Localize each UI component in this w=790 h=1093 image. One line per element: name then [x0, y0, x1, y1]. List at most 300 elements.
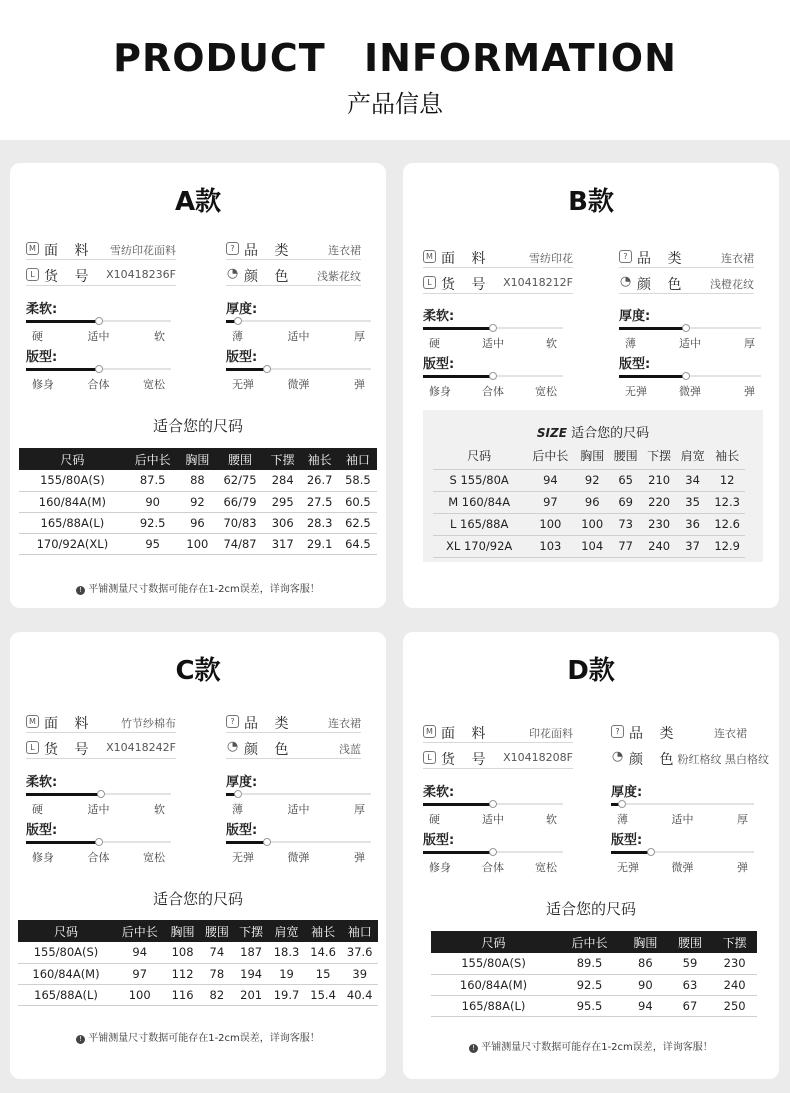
style-card-c	[10, 632, 386, 1079]
table-cell: 58.5	[339, 470, 377, 491]
table-cell: 36	[676, 513, 709, 535]
table-cell: 89.5	[556, 953, 623, 974]
scale-label: 厚度:	[226, 302, 258, 317]
thickness-scale	[226, 771, 371, 819]
column-header: 尺码	[433, 443, 525, 469]
scale-fill	[26, 793, 101, 796]
color-label: 颜 色	[244, 742, 295, 758]
column-header: 下摆	[712, 931, 757, 953]
table-cell: 92.5	[556, 974, 623, 995]
table-cell: 28.3	[301, 512, 339, 533]
sku-label: 货 号	[441, 752, 492, 768]
scale-fill	[226, 368, 267, 371]
color-value: 浅橙花纹	[710, 278, 754, 291]
table-cell: L 165/88A	[433, 513, 525, 535]
table-cell: 40.4	[341, 984, 378, 1005]
table-cell: M 160/84A	[433, 491, 525, 513]
fabric-label: 面 料	[44, 243, 95, 259]
column-header: 袖口	[341, 920, 378, 942]
sku-label: 货 号	[44, 269, 95, 285]
scale-tick: 软	[154, 330, 165, 343]
scale-track	[226, 793, 371, 795]
table-cell: XL 170/92A	[433, 535, 525, 557]
table-row	[18, 963, 378, 984]
column-header: 后中长	[126, 448, 180, 470]
divider	[619, 293, 754, 294]
table-cell: 15.4	[305, 984, 342, 1005]
scale-fill	[26, 368, 99, 371]
table-cell: 65	[609, 469, 642, 491]
scale-fill	[423, 375, 493, 378]
note-text: 平铺测量尺寸数据可能存在1-2cm误差，详询客服！	[88, 1033, 320, 1044]
scale-knob	[489, 800, 497, 808]
column-header: 胸围	[180, 448, 216, 470]
scale-ticks	[619, 383, 761, 397]
scale-fill	[619, 375, 686, 378]
size-title: 适合您的尺码	[152, 417, 243, 435]
table-cell: 100	[114, 984, 165, 1005]
scale-fill	[423, 327, 493, 330]
scale-tick: 合体	[482, 385, 504, 398]
table-cell: 230	[642, 513, 675, 535]
scale-knob	[263, 365, 271, 373]
table-cell: 66/79	[215, 491, 264, 512]
scale-ticks	[423, 811, 563, 825]
size-table	[433, 443, 745, 558]
scale-knob	[618, 800, 626, 808]
divider	[226, 758, 361, 759]
scale-label: 柔软:	[26, 302, 58, 317]
table-row	[431, 974, 757, 995]
fit-scale	[423, 829, 563, 877]
table-cell: 250	[712, 995, 757, 1016]
scale-tick: 弹	[744, 385, 755, 398]
table-cell: 86	[623, 953, 668, 974]
scale-tick: 修身	[429, 861, 451, 874]
table-cell: 14.6	[305, 942, 342, 963]
scale-label: 版型:	[423, 833, 455, 848]
table-header-row	[433, 443, 745, 469]
table-cell: 62.5	[339, 512, 377, 533]
table-cell: 12.6	[709, 513, 745, 535]
table-cell: 165/88A(L)	[18, 984, 114, 1005]
scale-label: 厚度:	[611, 785, 643, 800]
table-cell: 34	[676, 469, 709, 491]
table-cell: 78	[200, 963, 234, 984]
scale-tick: 无弹	[625, 385, 647, 398]
column-header: 下摆	[234, 920, 268, 942]
table-cell: 37	[676, 535, 709, 557]
sku-value: X10418236F	[106, 268, 176, 281]
scale-knob	[95, 365, 103, 373]
note-text: 平铺测量尺寸数据可能存在1-2cm误差，详询客服！	[481, 1042, 713, 1053]
category-label: 品 类	[637, 251, 688, 267]
scale-knob	[489, 324, 497, 332]
sku-icon: L	[26, 741, 39, 754]
table-cell: 73	[609, 513, 642, 535]
divider	[226, 259, 361, 260]
column-header: 腰围	[215, 448, 264, 470]
scale-track	[423, 327, 563, 329]
fabric-label: 面 料	[441, 726, 492, 742]
color-swirl-icon: ◔	[611, 749, 624, 764]
scale-tick: 微弹	[287, 851, 310, 864]
scale-tick: 宽松	[535, 385, 557, 398]
scale-ticks	[619, 335, 761, 349]
table-cell: 70/83	[215, 512, 264, 533]
scale-track	[226, 841, 371, 843]
scale-knob	[95, 838, 103, 846]
sku-value: X10418212F	[503, 276, 573, 289]
column-header: 肩宽	[676, 443, 709, 469]
scale-tick: 弹	[354, 378, 365, 391]
category-value: 连衣裙	[714, 727, 747, 740]
thickness-scale	[611, 781, 754, 829]
table-cell: 94	[525, 469, 575, 491]
scale-ticks	[26, 801, 171, 815]
scale-tick: 宽松	[143, 378, 165, 391]
divider	[26, 285, 176, 286]
column-header: 胸围	[623, 931, 668, 953]
table-row	[19, 470, 377, 491]
question-icon: ?	[226, 715, 239, 728]
category-value: 连衣裙	[721, 252, 754, 265]
scale-track	[26, 793, 171, 795]
size-title: 适合您的尺码	[545, 900, 636, 918]
color-value: 浅紫花纹	[317, 270, 361, 283]
stretch-scale	[619, 353, 761, 401]
fabric-row	[423, 722, 573, 742]
color-value: 浅蓝	[339, 743, 361, 756]
scale-label: 版型:	[226, 823, 258, 838]
scale-tick: 弹	[354, 851, 365, 864]
scale-tick: 薄	[232, 330, 243, 343]
table-cell: 116	[165, 984, 199, 1005]
category-row	[226, 712, 361, 732]
table-cell: 18.3	[268, 942, 305, 963]
fabric-label: 面 料	[441, 251, 492, 267]
table-cell: 37.6	[341, 942, 378, 963]
table-cell: 62/75	[215, 470, 264, 491]
column-header: 后中长	[525, 443, 575, 469]
softness-scale	[26, 298, 171, 346]
style-title: D款	[567, 656, 615, 686]
scale-fill	[611, 851, 651, 854]
info-icon: !	[76, 586, 85, 595]
table-cell: 19.7	[268, 984, 305, 1005]
scale-track	[423, 851, 563, 853]
table-cell: 155/80A(S)	[431, 953, 556, 974]
scale-ticks	[26, 849, 171, 863]
column-header: 尺码	[431, 931, 556, 953]
scale-label: 版型:	[423, 357, 455, 372]
sku-icon: L	[26, 268, 39, 281]
info-icon: !	[76, 1035, 85, 1044]
column-header: 后中长	[556, 931, 623, 953]
style-title: B款	[568, 187, 614, 217]
scale-tick: 薄	[232, 803, 243, 816]
table-cell: 92	[180, 491, 216, 512]
table-row	[18, 984, 378, 1005]
sku-label: 货 号	[44, 742, 95, 758]
fabric-label: 面 料	[44, 716, 95, 732]
scale-ticks	[226, 801, 371, 815]
table-cell: 90	[623, 974, 668, 995]
scale-label: 柔软:	[26, 775, 58, 790]
divider	[26, 758, 176, 759]
column-header: 腰围	[668, 931, 713, 953]
table-cell: 165/88A(L)	[19, 512, 126, 533]
question-icon: ?	[619, 250, 632, 263]
column-header: 胸围	[575, 443, 608, 469]
size-table	[18, 920, 378, 1006]
scale-ticks	[611, 859, 754, 873]
scale-knob	[682, 324, 690, 332]
table-cell: 26.7	[301, 470, 339, 491]
scale-tick: 宽松	[143, 851, 165, 864]
table-cell: 97	[114, 963, 165, 984]
softness-scale	[26, 771, 171, 819]
category-row	[619, 247, 754, 267]
table-cell: 306	[265, 512, 301, 533]
fabric-icon: M	[26, 715, 39, 728]
scale-knob	[682, 372, 690, 380]
fabric-value: 竹节纱棉布	[121, 717, 176, 730]
table-cell: 240	[642, 535, 675, 557]
table-cell: 94	[623, 995, 668, 1016]
scale-label: 厚度:	[619, 309, 651, 324]
scale-knob	[234, 790, 242, 798]
measure-note	[10, 1029, 386, 1044]
table-cell: 87.5	[126, 470, 180, 491]
table-cell: 39	[341, 963, 378, 984]
fabric-value: 雪纺印花面料	[110, 244, 176, 257]
column-header: 袖长	[301, 448, 339, 470]
sku-value: X10418242F	[106, 741, 176, 754]
table-cell: 160/84A(M)	[19, 491, 126, 512]
table-cell: 295	[265, 491, 301, 512]
table-header-row	[431, 931, 757, 953]
divider	[423, 742, 573, 743]
category-label: 品 类	[244, 243, 295, 259]
title-chinese: 产品信息	[347, 90, 443, 118]
scale-track	[26, 320, 171, 322]
scale-tick: 硬	[429, 813, 440, 826]
softness-scale	[423, 305, 563, 353]
sku-icon: L	[423, 276, 436, 289]
measure-note	[10, 580, 386, 595]
scale-track	[619, 375, 761, 377]
stretch-scale	[611, 829, 754, 877]
style-card-d	[403, 632, 779, 1079]
table-cell: 96	[180, 512, 216, 533]
table-cell: 220	[642, 491, 675, 513]
stretch-scale	[226, 346, 371, 394]
scale-track	[226, 320, 371, 322]
size-title	[423, 422, 763, 441]
scale-fill	[226, 841, 267, 844]
size-title: 适合您的尺码	[152, 890, 243, 908]
table-cell: 240	[712, 974, 757, 995]
fit-scale	[423, 353, 563, 401]
scale-tick: 微弹	[671, 861, 694, 874]
scale-track	[423, 803, 563, 805]
scale-knob	[97, 790, 105, 798]
table-cell: 63	[668, 974, 713, 995]
table-header-row	[18, 920, 378, 942]
table-cell: 64.5	[339, 533, 377, 554]
sku-icon: L	[423, 751, 436, 764]
scale-knob	[489, 372, 497, 380]
size-word: SIZE	[536, 426, 567, 440]
fabric-icon: M	[26, 242, 39, 255]
table-cell: 170/92A(XL)	[19, 533, 126, 554]
fit-scale	[26, 819, 171, 867]
scale-ticks	[26, 328, 171, 342]
table-row	[19, 533, 377, 554]
table-cell: 27.5	[301, 491, 339, 512]
sku-row	[423, 748, 573, 768]
scale-tick: 软	[154, 803, 165, 816]
column-header: 尺码	[18, 920, 114, 942]
sku-row	[26, 265, 176, 285]
thickness-scale	[226, 298, 371, 346]
table-row	[433, 491, 745, 513]
table-cell: 92.5	[126, 512, 180, 533]
table-cell: 74	[200, 942, 234, 963]
scale-ticks	[226, 849, 371, 863]
column-header: 尺码	[19, 448, 126, 470]
scale-tick: 薄	[617, 813, 628, 826]
table-cell: 88	[180, 470, 216, 491]
fabric-icon: M	[423, 725, 436, 738]
column-header: 肩宽	[268, 920, 305, 942]
scale-tick: 合体	[87, 378, 110, 391]
table-cell: 155/80A(S)	[18, 942, 114, 963]
scale-tick: 厚	[354, 330, 365, 343]
scale-ticks	[611, 811, 754, 825]
table-cell: 77	[609, 535, 642, 557]
table-cell: 187	[234, 942, 268, 963]
divider	[226, 285, 361, 286]
scale-label: 厚度:	[226, 775, 258, 790]
fabric-icon: M	[423, 250, 436, 263]
color-label: 颜 色	[244, 269, 295, 285]
title-english: PRODUCT INFORMATION	[113, 36, 677, 80]
column-header: 后中长	[114, 920, 165, 942]
table-cell: 97	[525, 491, 575, 513]
table-cell: 201	[234, 984, 268, 1005]
table-cell: 12.9	[709, 535, 745, 557]
table-cell: 12	[709, 469, 745, 491]
scale-tick: 修身	[429, 385, 451, 398]
table-cell: 103	[525, 535, 575, 557]
category-label: 品 类	[629, 726, 680, 742]
table-cell: 155/80A(S)	[19, 470, 126, 491]
scale-knob	[489, 848, 497, 856]
scale-ticks	[423, 335, 563, 349]
scale-track	[226, 368, 371, 370]
table-cell: 92	[575, 469, 608, 491]
scale-track	[423, 375, 563, 377]
category-label: 品 类	[244, 716, 295, 732]
divider	[423, 267, 573, 268]
table-cell: 230	[712, 953, 757, 974]
scale-knob	[263, 838, 271, 846]
scale-tick: 微弹	[679, 385, 701, 398]
color-value: 粉红格纹 黑白格纹	[677, 753, 769, 766]
divider	[26, 259, 176, 260]
table-row	[19, 512, 377, 533]
scale-label: 版型:	[26, 350, 58, 365]
page-header	[0, 0, 790, 140]
table-cell: 95	[126, 533, 180, 554]
table-cell: 90	[126, 491, 180, 512]
question-icon: ?	[611, 725, 624, 738]
fit-scale	[26, 346, 171, 394]
table-cell: 69	[609, 491, 642, 513]
scale-label: 版型:	[226, 350, 258, 365]
scale-tick: 适中	[87, 330, 110, 343]
divider	[26, 732, 176, 733]
color-swirl-icon: ◔	[226, 739, 239, 754]
scale-track	[611, 803, 754, 805]
scale-ticks	[423, 859, 563, 873]
scale-tick: 合体	[87, 851, 110, 864]
sku-value: X10418208F	[503, 751, 573, 764]
scale-knob	[234, 317, 242, 325]
scale-tick: 硬	[32, 803, 43, 816]
sku-row	[26, 738, 176, 758]
scale-tick: 适中	[287, 803, 310, 816]
question-icon: ?	[226, 242, 239, 255]
table-cell: 59	[668, 953, 713, 974]
softness-scale	[423, 781, 563, 829]
scale-tick: 硬	[429, 337, 440, 350]
scale-tick: 厚	[354, 803, 365, 816]
scale-track	[611, 851, 754, 853]
table-cell: 317	[265, 533, 301, 554]
column-header: 下摆	[265, 448, 301, 470]
scale-ticks	[226, 328, 371, 342]
table-cell: 100	[180, 533, 216, 554]
scale-tick: 适中	[87, 803, 110, 816]
table-cell: 112	[165, 963, 199, 984]
scale-label: 版型:	[26, 823, 58, 838]
table-cell: 160/84A(M)	[431, 974, 556, 995]
scale-tick: 合体	[482, 861, 504, 874]
table-cell: 160/84A(M)	[18, 963, 114, 984]
table-row	[18, 942, 378, 963]
table-header-row	[19, 448, 377, 470]
scale-tick: 无弹	[232, 378, 254, 391]
scale-ticks	[423, 383, 563, 397]
divider	[423, 293, 573, 294]
scale-tick: 宽松	[535, 861, 557, 874]
scale-ticks	[226, 376, 371, 390]
table-cell: 74/87	[215, 533, 264, 554]
table-cell: 96	[575, 491, 608, 513]
table-cell: 104	[575, 535, 608, 557]
scale-tick: 硬	[32, 330, 43, 343]
size-title-text: 适合您的尺码	[571, 426, 650, 441]
sku-label: 货 号	[441, 277, 492, 293]
note-text: 平铺测量尺寸数据可能存在1-2cm误差，详询客服！	[88, 584, 320, 595]
category-value: 连衣裙	[328, 244, 361, 257]
table-cell: S 155/80A	[433, 469, 525, 491]
fabric-row	[26, 712, 176, 732]
scale-tick: 厚	[737, 813, 748, 826]
